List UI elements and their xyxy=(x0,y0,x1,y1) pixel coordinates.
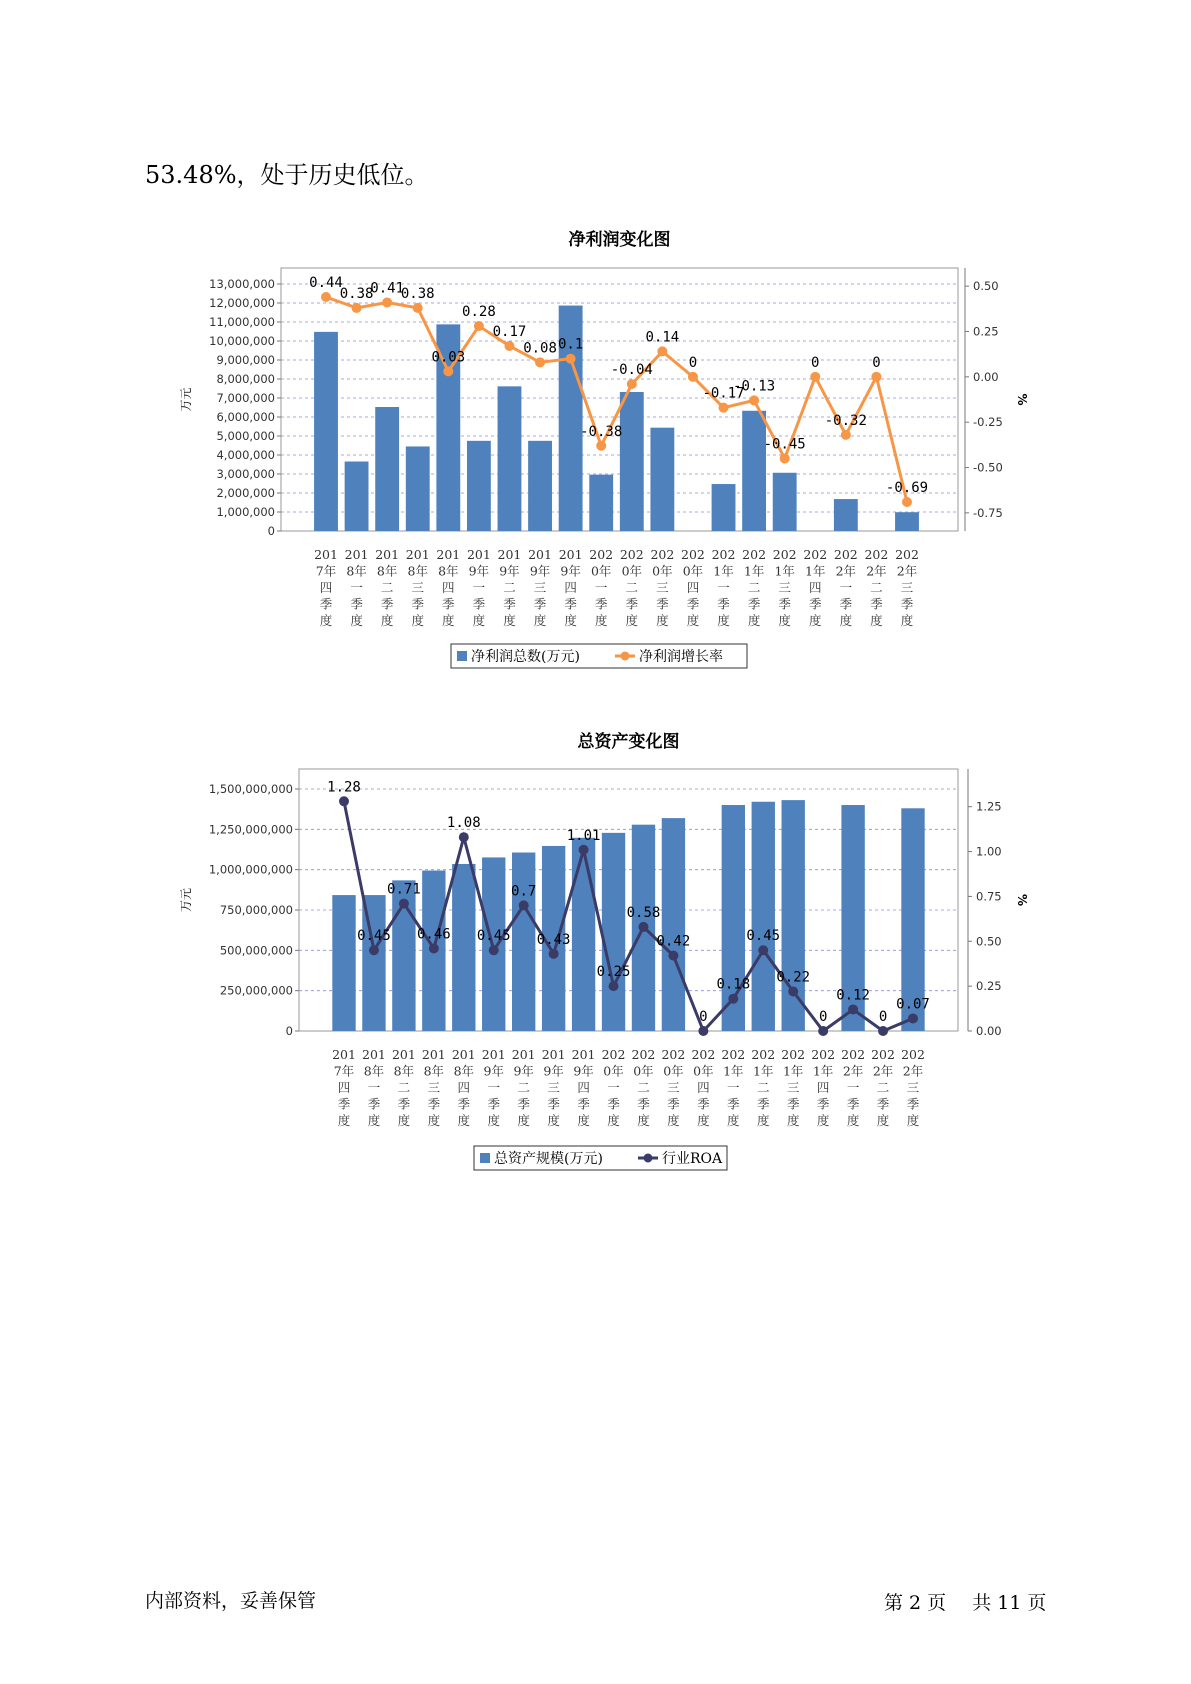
line-point xyxy=(627,379,637,389)
line-point xyxy=(728,994,738,1004)
x-tick-label: 201 7年四季度 xyxy=(332,1047,356,1128)
y2-tick-label: 0.00 xyxy=(976,1024,1002,1038)
line-point xyxy=(519,900,529,910)
y-tick-label: 750,000,000 xyxy=(219,903,293,917)
line-point xyxy=(780,453,790,463)
line-point xyxy=(719,403,729,413)
bar xyxy=(752,802,775,1031)
data-label: 1.28 xyxy=(327,779,361,796)
line-point xyxy=(902,497,912,507)
x-tick-label: 202 1年三季度 xyxy=(772,547,797,628)
x-tick-label: 202 0年一季度 xyxy=(601,1047,626,1128)
y2-tick-label: 0.25 xyxy=(973,324,999,339)
line-point xyxy=(352,303,362,313)
data-label: 0.07 xyxy=(896,996,930,1013)
legend-line-label: 净利润增长率 xyxy=(639,649,723,665)
x-tick-label: 201 9年一季度 xyxy=(466,547,491,628)
data-label: -0.13 xyxy=(733,378,776,395)
y-tick-label: 6,000,000 xyxy=(216,410,275,424)
line-point xyxy=(788,987,798,997)
bar xyxy=(406,446,430,531)
line-point xyxy=(489,945,499,955)
line-point xyxy=(810,372,820,382)
x-tick-label: 201 8年四季度 xyxy=(451,1047,476,1128)
y2-tick-label: 1.25 xyxy=(976,799,1002,814)
y2-axis-label: % xyxy=(1015,393,1029,406)
y-tick-label: 7,000,000 xyxy=(216,391,275,405)
data-label: 1.01 xyxy=(566,827,601,844)
line-point xyxy=(638,922,648,932)
line-point xyxy=(474,321,484,331)
y-tick-label: 4,000,000 xyxy=(216,448,275,462)
total-prefix: 共 xyxy=(972,1592,992,1614)
x-tick-label: 202 2年一季度 xyxy=(833,547,858,628)
x-tick-label: 202 2年一季度 xyxy=(841,1047,866,1128)
y2-tick-label: 0.00 xyxy=(973,369,999,384)
line-point xyxy=(382,297,392,307)
total-assets-chart xyxy=(0,716,1191,1176)
data-label: 0.58 xyxy=(626,904,661,921)
x-tick-label: 201 9年四季度 xyxy=(558,547,583,628)
x-tick-label: 201 9年一季度 xyxy=(481,1047,506,1128)
line-point xyxy=(504,341,514,351)
data-label: -0.38 xyxy=(580,423,623,440)
x-tick-label: 201 8年一季度 xyxy=(362,1047,386,1128)
bar xyxy=(895,512,919,531)
x-tick-label: 202 1年一季度 xyxy=(711,547,736,628)
y-axis-label: 万元 xyxy=(179,387,193,412)
line-point xyxy=(549,949,559,959)
data-label: 0.44 xyxy=(309,275,343,292)
data-label: 0.17 xyxy=(492,323,527,340)
y2-axis-label: % xyxy=(1015,893,1029,907)
y2-tick-label: 0.25 xyxy=(976,979,1002,994)
x-tick-label: 202 2年三季度 xyxy=(895,547,919,628)
line-point xyxy=(566,354,576,364)
data-label: 0.46 xyxy=(416,926,451,943)
footer-page-info xyxy=(884,1588,1052,1615)
line-point xyxy=(657,346,667,356)
bar xyxy=(712,484,736,531)
data-label: 0.25 xyxy=(596,964,631,981)
bar xyxy=(620,392,644,531)
data-label: 0.28 xyxy=(462,304,496,321)
x-tick-label: 202 1年二季度 xyxy=(742,547,767,628)
chart-title: 净利润变化图 xyxy=(568,230,671,250)
page-number: 2 xyxy=(909,1592,922,1614)
line-point xyxy=(321,292,331,302)
line-point xyxy=(596,441,606,451)
bar xyxy=(662,818,685,1031)
chart-title: 总资产变化图 xyxy=(577,732,680,752)
data-label: 0.43 xyxy=(536,931,571,948)
bar xyxy=(834,499,858,531)
data-label: -0.04 xyxy=(610,362,653,379)
legend-bar-label: 总资产规模(万元) xyxy=(494,1151,603,1167)
data-label: 0.71 xyxy=(387,881,421,898)
total-pages: 11 xyxy=(997,1592,1022,1614)
data-label: -0.32 xyxy=(824,412,867,429)
line-point xyxy=(429,943,439,953)
line-point xyxy=(698,1026,708,1036)
data-label: 0.03 xyxy=(431,349,466,366)
bar xyxy=(589,475,613,531)
line-point xyxy=(609,981,619,991)
y-tick-label: 2,000,000 xyxy=(216,486,275,500)
line-point xyxy=(535,357,545,367)
y-tick-label: 1,500,000,000 xyxy=(208,782,293,796)
line-point xyxy=(459,832,469,842)
y2-tick-label: -0.75 xyxy=(973,505,1003,520)
y-axis-label: 万元 xyxy=(179,887,193,913)
line-point xyxy=(848,1004,858,1014)
bar xyxy=(498,386,522,531)
x-tick-label: 202 1年三季度 xyxy=(781,1047,806,1128)
x-tick-label: 201 9年二季度 xyxy=(497,547,522,628)
data-label: 0.08 xyxy=(523,340,557,357)
data-label: -0.45 xyxy=(763,436,806,453)
x-tick-label: 201 8年四季度 xyxy=(436,547,461,628)
data-label: -0.17 xyxy=(702,385,745,402)
y-tick-label: 1,000,000 xyxy=(216,505,275,519)
y-tick-label: 5,000,000 xyxy=(216,429,275,443)
bar xyxy=(650,428,674,531)
y-tick-label: 1,250,000,000 xyxy=(208,822,293,837)
y-tick-label: 500,000,000 xyxy=(219,943,293,958)
bar xyxy=(512,853,535,1031)
data-label: 0.45 xyxy=(476,928,511,945)
y2-tick-label: -0.25 xyxy=(973,415,1003,430)
line-point xyxy=(749,395,759,405)
legend-line-marker xyxy=(621,652,630,661)
y-tick-label: 13,000,000 xyxy=(209,277,275,291)
data-label: 0.41 xyxy=(370,280,405,297)
data-label: 0 xyxy=(811,354,820,371)
x-tick-label: 202 0年三季度 xyxy=(650,547,675,628)
x-tick-label: 201 9年三季度 xyxy=(528,547,552,628)
bar xyxy=(467,441,491,531)
y-tick-label: 1,000,000,000 xyxy=(208,862,293,877)
y2-tick-label: 0.75 xyxy=(976,889,1002,904)
bar xyxy=(314,332,338,531)
line-point xyxy=(413,303,423,313)
line-point xyxy=(668,951,678,961)
y-tick-label: 250,000,000 xyxy=(219,983,293,998)
x-tick-label: 201 8年三季度 xyxy=(421,1047,446,1128)
y-tick-label: 10,000,000 xyxy=(209,334,275,348)
data-label: 0.38 xyxy=(400,285,435,302)
legend-bar-swatch xyxy=(457,651,467,661)
y-tick-label: 12,000,000 xyxy=(209,296,275,310)
x-tick-label: 202 0年二季度 xyxy=(619,547,644,628)
intro-text: 53.48%，处于历史低位。 xyxy=(145,161,429,189)
data-label: 0.38 xyxy=(339,285,374,302)
x-tick-label: 201 8年二季度 xyxy=(391,1047,416,1128)
data-label: 0 xyxy=(699,1009,708,1025)
net-profit-chart-svg xyxy=(0,215,1191,675)
x-tick-label: 202 2年三季度 xyxy=(901,1047,925,1128)
line-point xyxy=(871,372,881,382)
data-label: -0.69 xyxy=(885,479,929,496)
bar xyxy=(452,864,475,1031)
x-tick-label: 201 9年四季度 xyxy=(571,1047,596,1128)
x-tick-label: 202 1年二季度 xyxy=(751,1047,776,1128)
x-tick-label: 202 1年四季度 xyxy=(811,1047,836,1128)
line-point xyxy=(818,1026,828,1036)
x-tick-label: 201 8年三季度 xyxy=(405,547,430,628)
x-tick-label: 201 8年一季度 xyxy=(344,547,369,628)
x-tick-label: 202 2年二季度 xyxy=(871,1047,895,1128)
x-tick-label: 201 8年二季度 xyxy=(375,547,400,628)
bar xyxy=(773,473,797,531)
data-label: 0 xyxy=(878,1009,888,1025)
x-tick-label: 202 2年二季度 xyxy=(864,547,889,628)
x-tick-label: 202 0年四季度 xyxy=(681,547,705,628)
bar xyxy=(572,838,595,1031)
y-tick-label: 0 xyxy=(285,1024,293,1038)
total-assets-chart-svg xyxy=(0,716,1191,1176)
y-tick-label: 11,000,000 xyxy=(209,315,275,329)
data-label: 0.1 xyxy=(557,336,584,353)
bar xyxy=(528,441,552,531)
data-label: 0.22 xyxy=(776,969,811,986)
line-point xyxy=(399,899,409,909)
line-point xyxy=(369,945,379,955)
y-tick-label: 3,000,000 xyxy=(216,467,275,481)
y2-tick-label: -0.50 xyxy=(973,460,1003,475)
data-label: 0 xyxy=(688,354,698,371)
bar xyxy=(602,833,625,1031)
line-point xyxy=(878,1026,888,1036)
line-point xyxy=(443,366,453,376)
data-label: 0.14 xyxy=(645,329,680,346)
bar xyxy=(332,895,355,1031)
bar xyxy=(742,411,766,531)
line-point xyxy=(688,372,698,382)
data-label: 0 xyxy=(818,1009,828,1025)
y-tick-label: 0 xyxy=(267,524,275,538)
legend-bar-swatch xyxy=(480,1153,490,1163)
y2-tick-label: 1.00 xyxy=(976,844,1002,859)
net-profit-chart xyxy=(0,215,1191,675)
legend-bar-label: 净利润总数(万元) xyxy=(471,649,580,665)
line-point xyxy=(758,945,768,955)
page-label: 页 xyxy=(927,1592,947,1614)
data-label: 0.42 xyxy=(656,933,691,950)
data-label: 0.18 xyxy=(716,976,751,993)
y2-tick-label: 0.50 xyxy=(976,934,1002,949)
data-label: 0.45 xyxy=(357,928,391,945)
legend-line-label: 行业ROA xyxy=(662,1151,723,1167)
y2-tick-label: 0.50 xyxy=(973,279,999,294)
x-tick-label: 202 0年一季度 xyxy=(589,547,614,628)
y-tick-label: 8,000,000 xyxy=(216,372,275,386)
x-tick-label: 202 0年三季度 xyxy=(661,1047,686,1128)
footer-confidential-note: 内部资料，妥善保管 xyxy=(145,1590,317,1612)
line-point xyxy=(579,845,589,855)
data-label: 1.08 xyxy=(446,815,481,832)
data-label: 0.12 xyxy=(836,987,870,1004)
data-label: 0 xyxy=(872,354,881,371)
legend-line-marker xyxy=(644,1154,653,1163)
page-prefix: 第 xyxy=(884,1592,904,1614)
data-label: 0.7 xyxy=(511,883,537,900)
bar xyxy=(375,407,399,531)
x-tick-label: 202 1年一季度 xyxy=(721,1047,746,1128)
x-tick-label: 202 1年四季度 xyxy=(803,547,828,628)
x-tick-label: 202 0年二季度 xyxy=(631,1047,656,1128)
x-tick-label: 201 9年二季度 xyxy=(511,1047,536,1128)
total-label: 页 xyxy=(1027,1592,1047,1614)
line-point xyxy=(908,1013,918,1023)
line-point xyxy=(841,430,851,440)
x-tick-label: 201 7年四季度 xyxy=(314,547,338,628)
y-tick-label: 9,000,000 xyxy=(216,353,275,367)
bar xyxy=(345,461,369,531)
data-label: 0.45 xyxy=(746,928,781,945)
line-point xyxy=(339,796,349,806)
x-tick-label: 202 0年四季度 xyxy=(691,1047,716,1128)
x-tick-label: 201 9年三季度 xyxy=(541,1047,566,1128)
